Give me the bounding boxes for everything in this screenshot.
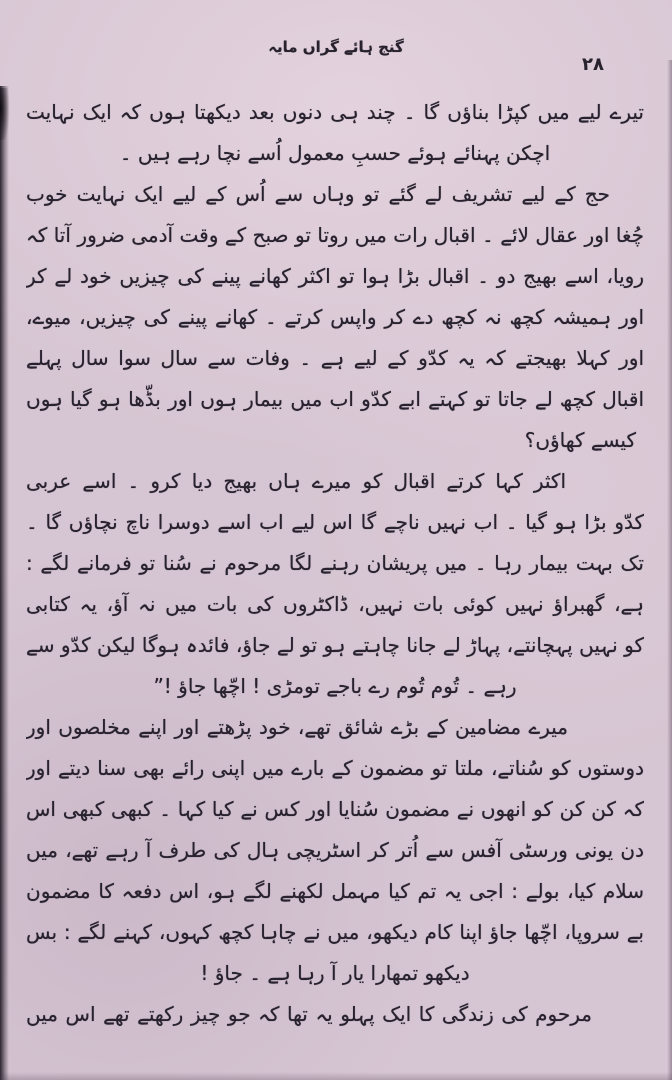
text-line: مرحوم کی زندگی کا ایک پہلو یہ تھا کہ جو چیز رکھتے تھے اس میں	[26, 1002, 592, 1026]
text-line: چُغا اور عقال لائے ۔ اقبال رات میں روتا تو صبح کے وقت آدمی ضرور آتا کہ	[26, 223, 644, 247]
text-line: رہے ۔ تُوم تُوم رے باجے تومڑی ! اچّھا جاؤ !”	[153, 674, 517, 698]
page-number: ۲۸	[582, 54, 604, 75]
text-line: اور ہمیشہ کچھ نہ کچھ دے کر واپس کرتے ۔ کھانے پینے کی چیزیں، میوے،	[26, 305, 644, 329]
running-header-title: گنج ہائے گراں مایہ	[268, 38, 404, 56]
text-line: دیکھو تمھارا یار آ رہا ہے ۔ جاؤ !	[200, 961, 470, 985]
text-line: تک بہت بیمار رہا ۔ میں پریشان رہنے لگا مرحوم نے سُنا تو فرمانے لگے :	[26, 551, 644, 575]
text-line: تیرے لیے میں کپڑا بناؤں گا ۔ چند ہی دنوں بعد دیکھتا ہوں کہ ایک نہایت	[26, 100, 644, 124]
text-line: بے سروپا، اچّھا جاؤ اپنا کام دیکھو، میں نے چاہا کچھ کہوں، کہنے لگے : بس	[26, 920, 644, 944]
text-line: کہ کن کن کو انھوں نے مضمون سُنایا اور کس نے کیا کہا ۔ کبھی کبھی اس	[26, 797, 644, 821]
text-line: کو نہیں پہچانتے، پہاڑ لے جانا چاہتے ہو تو لے جاؤ، فائدہ ہوگا لیکن کدّو سے	[26, 633, 644, 657]
text-line: کیسے کھاؤں؟	[524, 428, 636, 452]
text-line: میرے مضامین کے بڑے شائق تھے، خود پڑھتے اور اپنے مخلصوں اور	[26, 715, 568, 739]
text-line: اکثر کہا کرتے اقبال کو میرے ہاں بھیج دیا کرو ۔ اسے عربی	[26, 469, 566, 493]
text-line: اقبال کچھ لے جاتا تو کہتے ابے کدّو اب میں بیمار ہوں اور بڈّھا ہو گیا ہوں	[26, 387, 644, 411]
text-line: دوستوں کو سُناتے، ملتا تو مضمون کے بارے میں اپنی رائے بھی سنا دیتے اور	[26, 756, 644, 780]
text-line: حج کے لیے تشریف لے گئے تو وہاں سے اُس کے لیے ایک نہایت خوب	[26, 182, 610, 206]
text-line: کدّو بڑا ہو گیا ۔ اب نہیں ناچے گا اس لیے اب اسے دوسرا ناچ نچاؤں گا ۔	[26, 510, 644, 534]
text-line: ہے، گھبراؤ نہیں کوئی بات نہیں، ڈاکٹروں کی بات میں نہ آؤ، یہ کتابی	[26, 592, 644, 616]
text-line: دن یونی ورسٹی آفس سے اُتر کر اسٹریچی ہال کی طرف آ رہے تھے، میں	[26, 838, 644, 862]
text-line: اچکن پہنائے ہوئے حسبِ معمول اُسے نچا رہے ہیں ۔	[119, 141, 551, 165]
text-line: سلام کیا، بولے : اجی یہ تم کیا مہمل لکھنے لگے ہو، اس دفعہ کا مضمون	[26, 879, 644, 903]
text-line: رویا، اسے بھیج دو ۔ اقبال بڑا ہوا تو اکثر کھانے پینے کی چیزیں خود لے کر	[26, 264, 644, 288]
text-line: اور کہلا بھیجتے کہ یہ کدّو کے لیے ہے ۔ وفات سے سال سوا سال پہلے	[26, 346, 644, 370]
